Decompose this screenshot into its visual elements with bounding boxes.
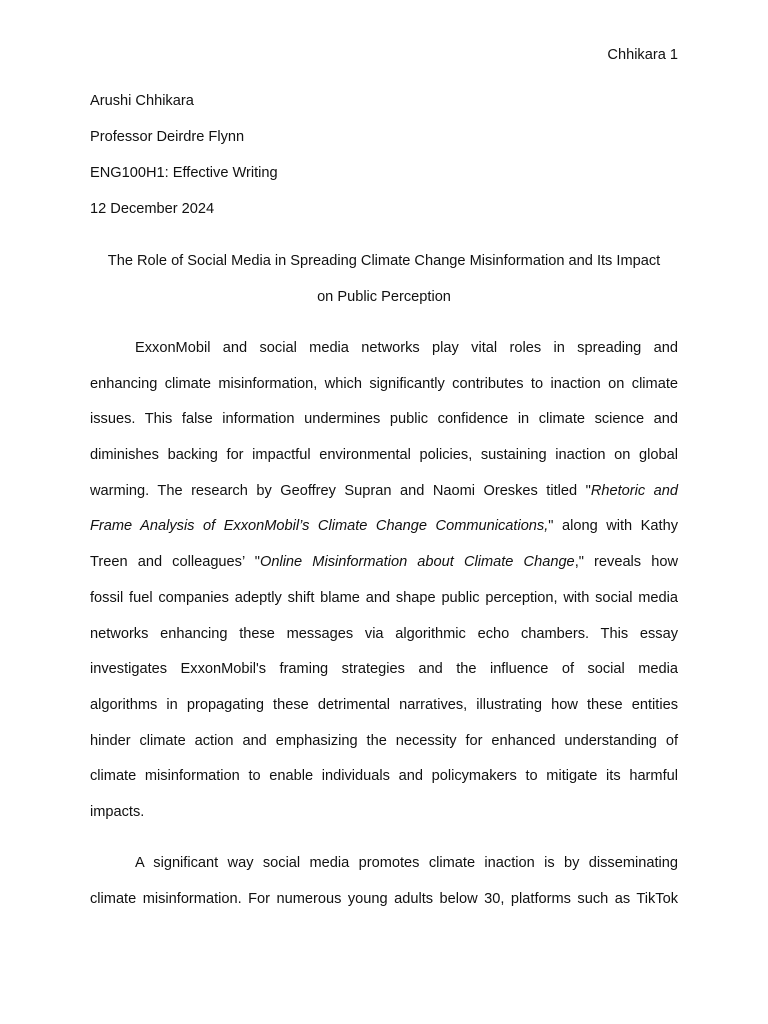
italic-title: Frame Analysis of ExxonMobil’s Climate Change Communications,: [90, 518, 549, 535]
paragraph-line: algorithms in propagating these detrimental narratives, illustrating how these entities: [90, 696, 678, 713]
essay-title: [90, 251, 678, 323]
paragraph-line: climate misinformation to enable individuals and policymakers to mitigate its harmful: [90, 768, 678, 785]
paragraph-2: [90, 853, 678, 924]
italic-title: Rhetoric and: [590, 482, 678, 499]
course-name: ENG100H1: Effective Writing: [90, 165, 278, 181]
paragraph-line: issues. This false information undermines public confidence in climate science and: [90, 411, 678, 428]
paragraph-line: [90, 516, 678, 552]
text-run: " along with Kathy: [548, 518, 678, 535]
paragraph-line: fossil fuel companies adeptly shift blame and shape public perception, with social media: [90, 589, 678, 606]
paragraph-line: [90, 552, 678, 588]
paragraph-line: diminishes backing for impactful environmental policies, sustaining inaction on global: [90, 447, 678, 464]
paragraph-line: climate misinformation. For numerous young adults below 30, platforms such as TikTok: [90, 890, 678, 907]
running-head: Chhikara 1: [607, 47, 678, 63]
author-name: Arushi Chhikara: [90, 93, 194, 109]
paragraph-1: [90, 338, 678, 838]
text-run: ," reveals how: [574, 554, 678, 571]
title-line-2: on Public Perception: [317, 289, 451, 305]
professor-name: Professor Deirdre Flynn: [90, 129, 245, 145]
paragraph-line: ExxonMobil and social media networks play vital roles in spreading and: [135, 340, 678, 356]
paragraph-line: investigates ExxonMobil's framing strategies and the influence of social media: [90, 661, 678, 678]
title-line-1: The Role of Social Media in Spreading Climate Change Misinformation and Its Impact: [107, 253, 661, 269]
text-run: warming. The research by Geoffrey Supran and Naomi Oreskes titled ": [90, 482, 591, 499]
paragraph-line: [90, 481, 678, 517]
paragraph-line: hinder climate action and emphasizing the necessity for enhanced understanding of: [90, 732, 678, 749]
italic-title: Online Misinformation about Climate Change: [259, 554, 575, 571]
text-run: Treen and colleagues’ ": [90, 554, 260, 571]
mla-heading: [90, 91, 690, 235]
paragraph-line: networks enhancing these messages via algorithmic echo chambers. This essay: [90, 625, 678, 642]
paragraph-line: impacts.: [90, 803, 145, 820]
paragraph-line: enhancing climate misinformation, which significantly contributes to inaction on climate: [90, 375, 678, 392]
submission-date: 12 December 2024: [90, 201, 215, 217]
paragraph-line: A significant way social media promotes climate inaction is by disseminating: [135, 855, 678, 871]
